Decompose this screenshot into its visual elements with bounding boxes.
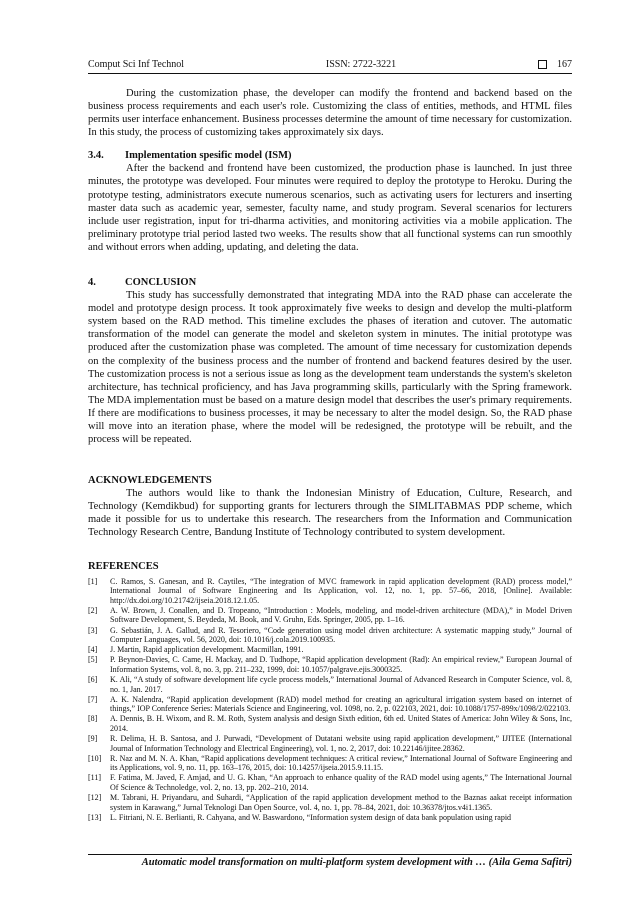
reference-item — [88, 793, 572, 812]
references-heading: REFERENCES — [88, 560, 159, 572]
body-content — [88, 87, 572, 823]
reference-text: A. K. Nalendra, “Rapid application development (RAD) model method for creating an agricultural irrigation system based on internet of things,” IOP Conference Series: Materials Science and Engineering, vol. 1098, no. 2, p. 022103, 2021, doi: 10.1088/1757-899x/1098/2/022103. — [110, 694, 572, 714]
header-rule — [88, 73, 572, 74]
header-right — [538, 59, 572, 70]
reference-text: A. W. Brown, J. Conallen, and D. Tropeano, “Introduction : Models, modeling, and model-driven architecture (MDA),” in Model Driven Software Development, S. Beydeda, M. Book, and V. Gruhn, Eds. Springer, 2005, pp. 1–16. — [110, 605, 572, 625]
reference-item — [88, 714, 572, 733]
reference-item — [88, 734, 572, 753]
reference-number: [11] — [88, 773, 102, 783]
reference-number: [1] — [88, 576, 98, 586]
reference-item — [88, 645, 572, 655]
reference-text: J. Martin, Rapid application development. Macmillan, 1991. — [110, 645, 304, 655]
reference-item — [88, 773, 572, 792]
reference-item — [88, 606, 572, 625]
reference-text: C. Ramos, S. Ganesan, and R. Caytiles, “The integration of MVC framework in rapid application development (RAD) process model,” International Journal of Software Engineering and Its Application, vol. 12, no. 1, pp. 57–66, 2018, [Online]. Available: http://dx.doi.org/10.21742/ijseia.2018.12.1.05. — [110, 576, 572, 605]
reference-text: F. Fatima, M. Javed, F. Amjad, and U. G. Khan, “An approach to enhance quality of the RAD model using agents,” The International Journal Of Science & Technoledge, vol. 2, no. 13, pp. 202–210, 2014. — [110, 773, 572, 792]
reference-list — [88, 577, 572, 823]
reference-text: G. Sebastián, J. A. Gallud, and R. Tesoriero, “Code generation using model driven architecture: A systematic mapping study,” Journal of Computer Languages, vol. 56, 2020, doi: 10.1016/j.cola.2019.100935. — [110, 625, 572, 645]
journal-name: Comput Sci Inf Technol — [88, 58, 185, 70]
section-heading-conclusion — [88, 276, 572, 289]
reference-item — [88, 813, 572, 823]
acknowledgements-heading: ACKNOWLEDGEMENTS — [88, 475, 212, 487]
reference-item — [88, 695, 572, 714]
reference-item — [88, 655, 572, 674]
reference-number: [5] — [88, 655, 98, 665]
page-header — [88, 57, 572, 71]
section-heading-ism — [88, 149, 572, 162]
reference-text: A. Dennis, B. H. Wixom, and R. M. Roth, System analysis and design Sixth edition, 6th ed. United States of America: John Wiley & Sons, Inc, 2014. — [110, 714, 572, 733]
reference-item — [88, 577, 572, 606]
reference-number: [7] — [88, 694, 98, 704]
section-title: Implementation spesific model (ISM) — [125, 150, 292, 162]
conclusion-paragraph: This study has successfully demonstrated that integrating MDA into the RAD phase can accelerate the model and prototype design process. It took approximately five weeks to design and develop the multi-platform system based on the RAD method. This timeline excludes the phases of iteration and cutover. The automatic transformation of the model can generate the model and skeleton system in minutes. The initial prototype was produced after the customization phase was completed. The amount of time necessary for customization depends on the complexity of the business process and the number of frontend and backend features desired by the user. The customization process is not a serious issue as long as the development team understands the system's skeleton architecture, has technical proficiency, and has Java programming skills, particularly with the Spring framework. The MDA implementation must be based on a mature design model that describes the user's primary requirements. If there are modifications to business processes, it may be necessary to alter the model design. So, the RAD phase will move into an iteration phase, where the model will be redesigned, the prototype will be rebuilt, and the process will be repeated. — [88, 290, 572, 446]
section-number: 4. — [88, 277, 96, 289]
footer-rule — [88, 854, 572, 855]
reference-text: K. Ali, “A study of software development life cycle process models,” International Journal of Advanced Research in Computer Science, vol. 8, no. 1, Jan. 2017. — [110, 674, 572, 694]
reference-number: [6] — [88, 674, 98, 684]
acknowledgements-paragraph: The authors would like to thank the Indonesian Ministry of Education, Culture, Research, and Technology (Kemdikbud) for supporting grants for lecturers through the SIMLITABMAS PDP scheme, which made it possible for us to undertake this research. The researchers from the Information and Communication Technology Research Centre, Bandung Institute of Technology contributed to system development. — [88, 488, 572, 539]
reference-number: [3] — [88, 625, 98, 635]
reference-item — [88, 626, 572, 645]
reference-number: [2] — [88, 605, 98, 615]
reference-number: [12] — [88, 793, 102, 803]
reference-number: [8] — [88, 714, 98, 724]
section-number: 3.4. — [88, 150, 104, 162]
square-icon — [538, 60, 547, 69]
reference-text: R. Naz and M. N. A. Khan, “Rapid applications development techniques: A critical review,” International Journal of Software Engineering and its Applications, vol. 9, no. 11, pp. 163–176, 2015, doi: 10.14257/ijseia.2015.9.11.15. — [110, 753, 572, 773]
issn: ISSN: 2722-3221 — [325, 58, 397, 70]
reference-item — [88, 675, 572, 694]
page-footer: Automatic model transformation on multi-platform system development with … (Aila Gema Safitri) — [141, 857, 572, 868]
reference-number: [10] — [88, 753, 102, 763]
reference-number: [9] — [88, 734, 98, 744]
page-number: 167 — [556, 58, 572, 70]
reference-text: R. Delima, H. B. Santosa, and J. Purwadi, “Development of Dutatani website using rapid application development,” IJITEE (International Journal of Information Technology and Electrical Engineering), vol. 1, no. 2, 2017, doi: 10.22146/ijitee.28362. — [110, 734, 572, 753]
section-title: CONCLUSION — [125, 277, 197, 289]
reference-number: [13] — [88, 812, 102, 822]
reference-text: M. Tabrani, H. Priyandaru, and Suhardi, “Application of the rapid application development method to the Baznas aakat receipt information system in Karawang,” Jurnal Teknologi Dan Open Source, vol. 4, no. 1, pp. 78–84, 2021, doi: 10.36378/jtos.v4i1.1365. — [110, 793, 572, 812]
reference-text: L. Fitriani, N. E. Berlianti, R. Cahyana, and W. Baswardono, “Information system design of data bank population using rapid — [110, 812, 512, 822]
reference-text: P. Beynon-Davies, C. Came, H. Mackay, and D. Tudhope, “Rapid application development (Rad): An empirical review,” European Journal of Information Systems, vol. 8, no. 3, pp. 211–232, 1999, doi: 10.1057/palgrave.ejis.3000325. — [110, 655, 572, 674]
intro-paragraph: During the customization phase, the developer can modify the frontend and backend based on the business process requirements and each user's role. Customizing the class of entities, methods, and HTML files permits user interface enhancement. Business processes determine the amount of time necessary for customization. In this study, the process of customizing takes approximately six days. — [88, 88, 572, 139]
ism-paragraph: After the backend and frontend have been customized, the production phase is launched. In just three minutes, the prototype was developed. Four minutes were required to deploy the prototype to Heroku. During the prototype testing, administrators execute numerous scenarios, such as activating users for lecturers and inserting master data such as academic year, semester, faculty name, and study program. Several scenarios for lecturers include user registration, input for tri-dharma activities, and monitoring activities via a mobile application. The preliminary prototype trial period lasted two weeks. The results show that all functional systems can run smoothly and without errors when adding, updating, and deleting the data. — [88, 163, 572, 253]
reference-number: [4] — [88, 645, 98, 655]
reference-item — [88, 754, 572, 773]
